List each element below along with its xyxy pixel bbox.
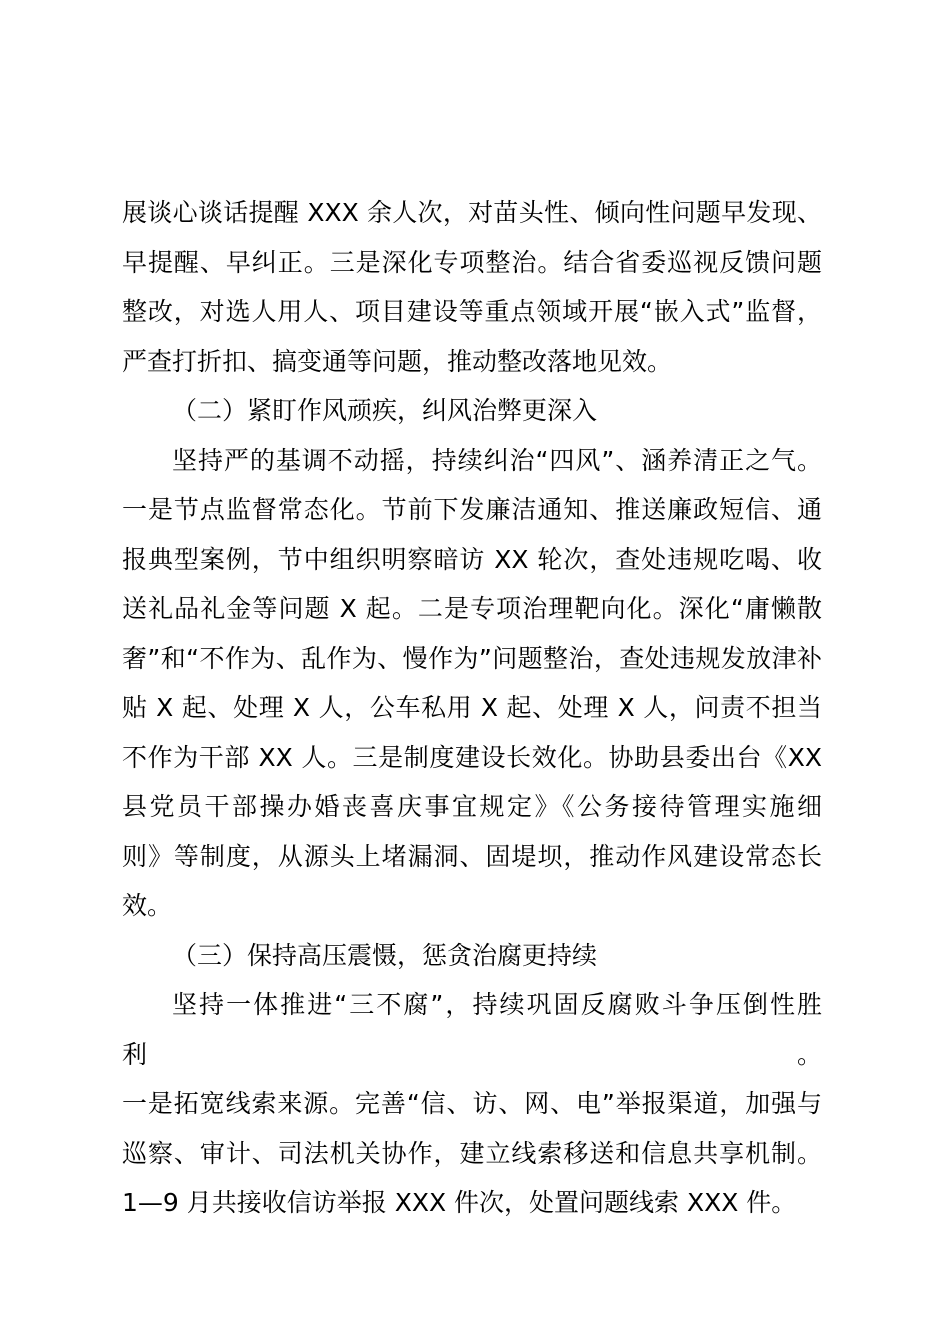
heading-line: （三）保持高压震慑，惩贪治腐更持续: [172, 940, 598, 970]
paragraph-line: 效。: [122, 891, 173, 920]
paragraph-line: 不作为干部 XX 人。三是制度建设长效化。协助县委出台《XX: [122, 742, 822, 772]
paragraph-line: 贴 X 起、处理 X 人，公车私用 X 起、处理 X 人，问责不担当: [122, 693, 822, 722]
document-body: [122, 188, 822, 1228]
heading-line: （二）紧盯作风顽疾，纠风治弊更深入: [172, 396, 598, 425]
paragraph-line: 一是节点监督常态化。节前下发廉洁通知、推送廉政短信、通: [122, 495, 822, 524]
paragraph-line: 奢”和“不作为、乱作为、慢作为”问题整治，查处违规发放津补: [122, 643, 822, 673]
paragraph-line: 1—9 月共接收信访举报 XXX 件次，处置问题线索 XXX 件。: [122, 1188, 797, 1217]
paragraph-line: 一是拓宽线索来源。完善“信、访、网、电”举报渠道，加强与: [122, 1089, 822, 1118]
paragraph-line: 报典型案例，节中组织明察暗访 XX 轮次，查处违规吃喝、收: [122, 544, 822, 574]
paragraph-line: 严查打折扣、搞变通等问题，推动整改落地见效。: [122, 346, 673, 376]
paragraph-line: 县党员干部操办婚丧喜庆事宜规定》《公务接待管理实施细: [122, 792, 822, 821]
paragraph: [122, 188, 822, 386]
section-heading: [122, 386, 822, 436]
paragraph-line: 展谈心谈话提醒 XXX 余人次，对苗头性、倾向性问题早发现、: [122, 198, 822, 227]
paragraph-line: 坚持严的基调不动摇，持续纠治“四风”、涵养清正之气。: [172, 445, 822, 475]
paragraph-line: 早提醒、早纠正。三是深化专项整治。结合省委巡视反馈问题: [122, 247, 822, 277]
paragraph-line: 整改，对选人用人、项目建设等重点领域开展“嵌入式”监督，: [122, 297, 822, 326]
paragraph-line: 巡察、审计、司法机关协作，建立线索移送和信息共享机制。: [122, 1138, 822, 1168]
paragraph-line: 送礼品礼金等问题 X 起。二是专项治理靶向化。深化“庸懒散: [122, 594, 822, 623]
paragraph: [122, 980, 822, 1228]
paragraph-line: 则》等制度，从源头上堵漏洞、固堤坝，推动作风建设常态长: [122, 841, 822, 871]
paragraph: [122, 436, 822, 931]
paragraph-line: 坚持一体推进“三不腐”，持续巩固反腐败斗争压倒性胜利。: [122, 990, 822, 1069]
section-heading: [122, 931, 822, 981]
